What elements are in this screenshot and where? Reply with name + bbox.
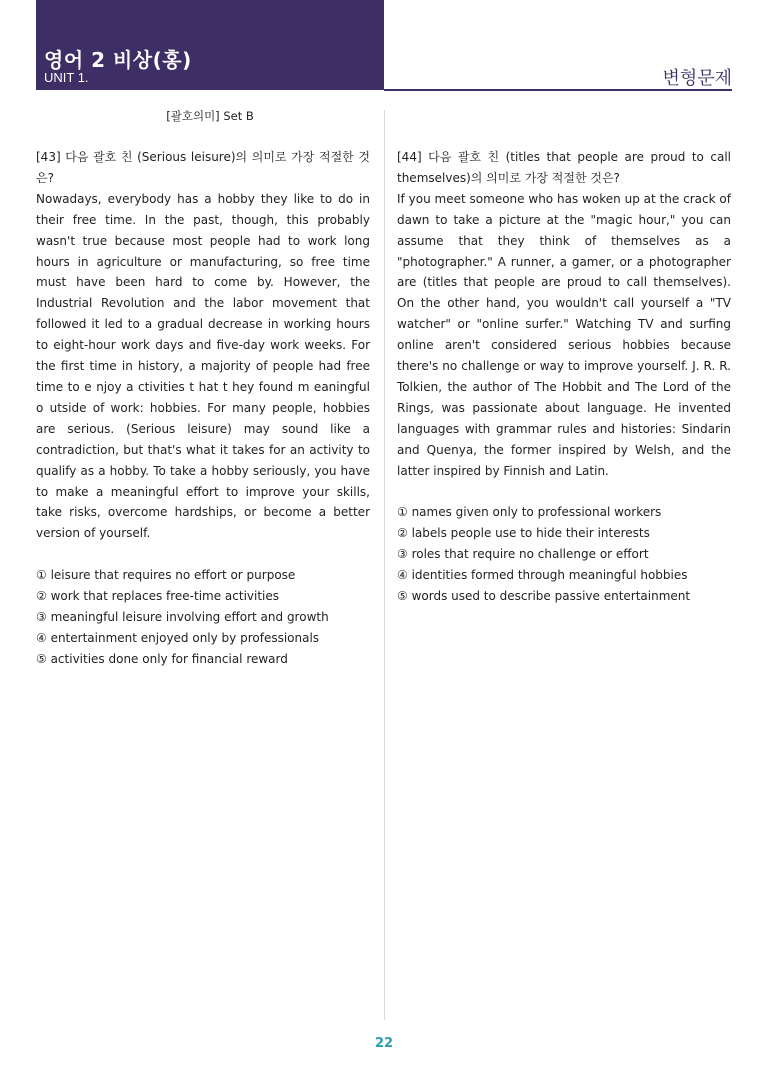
answer-option[interactable]: ④ identities formed through meaningful hobbies: [397, 568, 688, 583]
page-number: 22: [374, 1036, 394, 1051]
answer-option[interactable]: ⑤ words used to describe passive entertainment: [397, 589, 691, 604]
question-passage: If you meet someone who has woken up at the crack of dawn to take a picture at the "magic hour," you can assume that they think of themselves as a "photographer." A runner, a gamer, or a photographer are (titles that people are proud to call themselves). On the other hand, you wouldn't call yourself a "TV watcher" or "online surfer." Watching TV and surfing online aren't considered serious hobbies because there's no challenge or way to improve yourself. J. R. R. Tolkien, the author of The Hobbit and The Lord of the Rings, was passionate about language. He invented languages with grammar rules and histories: Sindarin and Quenya, the former inspired by Welsh, and the latter inspired by Finnish and Latin.: [397, 191, 731, 478]
question-passage: Nowadays, everybody has a hobby they like to do in their free time. In the past, though, this probably wasn't true because most people had to work long hours in agriculture or manufacturing, so free time must have been hard to come by. However, the Industrial Revolution and the labor movement that followed it led to a gradual decrease in working hours to eight-hour work days and five-day work weeks. For the first time in history, a majority of people had free time to e njoy a ctivities t hat t hey found m eaningful o utside of work: hobbies. For many people, hobbies are serious. (Serious leisure) may sound like a contradiction, but that's what it takes for an activity to qualify as a hobby. To take a hobby seriously, you have to make a meaningful effort to improve your skills, take risks, overcome hardships, or become a better version of yourself.: [36, 191, 370, 541]
answer-options: [36, 565, 370, 670]
column-divider: [384, 110, 385, 1020]
header-rule: [384, 89, 732, 91]
set-label: [괄호의미] Set B: [166, 109, 254, 123]
question-43: [36, 147, 370, 670]
question-44: [397, 147, 731, 607]
answer-option[interactable]: ② work that replaces free-time activities: [36, 589, 280, 604]
answer-options: [397, 502, 731, 607]
unit-label: UNIT 1.: [44, 70, 89, 85]
answer-option[interactable]: ① leisure that requires no effort or purpose: [36, 568, 296, 583]
answer-option[interactable]: ④ entertainment enjoyed only by professionals: [36, 630, 320, 645]
answer-option[interactable]: ② labels people use to hide their interests: [397, 526, 650, 541]
answer-option[interactable]: ⑤ activities done only for financial reward: [36, 651, 288, 666]
answer-option[interactable]: ③ roles that require no challenge or effort: [397, 547, 649, 562]
answer-option[interactable]: ③ meaningful leisure involving effort and growth: [36, 609, 329, 624]
answer-option[interactable]: ① names given only to professional workers: [397, 505, 662, 520]
question-heading: [43] 다음 괄호 친 (Serious leisure)의 의미로 가장 적절한 것은?: [36, 150, 370, 185]
book-title: 영어 2 비상(홍): [44, 48, 192, 72]
question-heading: [44] 다음 괄호 친 (titles that people are proud to call themselves)의 의미로 가장 적절한 것은?: [397, 150, 731, 185]
section-label: 변형문제: [662, 68, 732, 89]
